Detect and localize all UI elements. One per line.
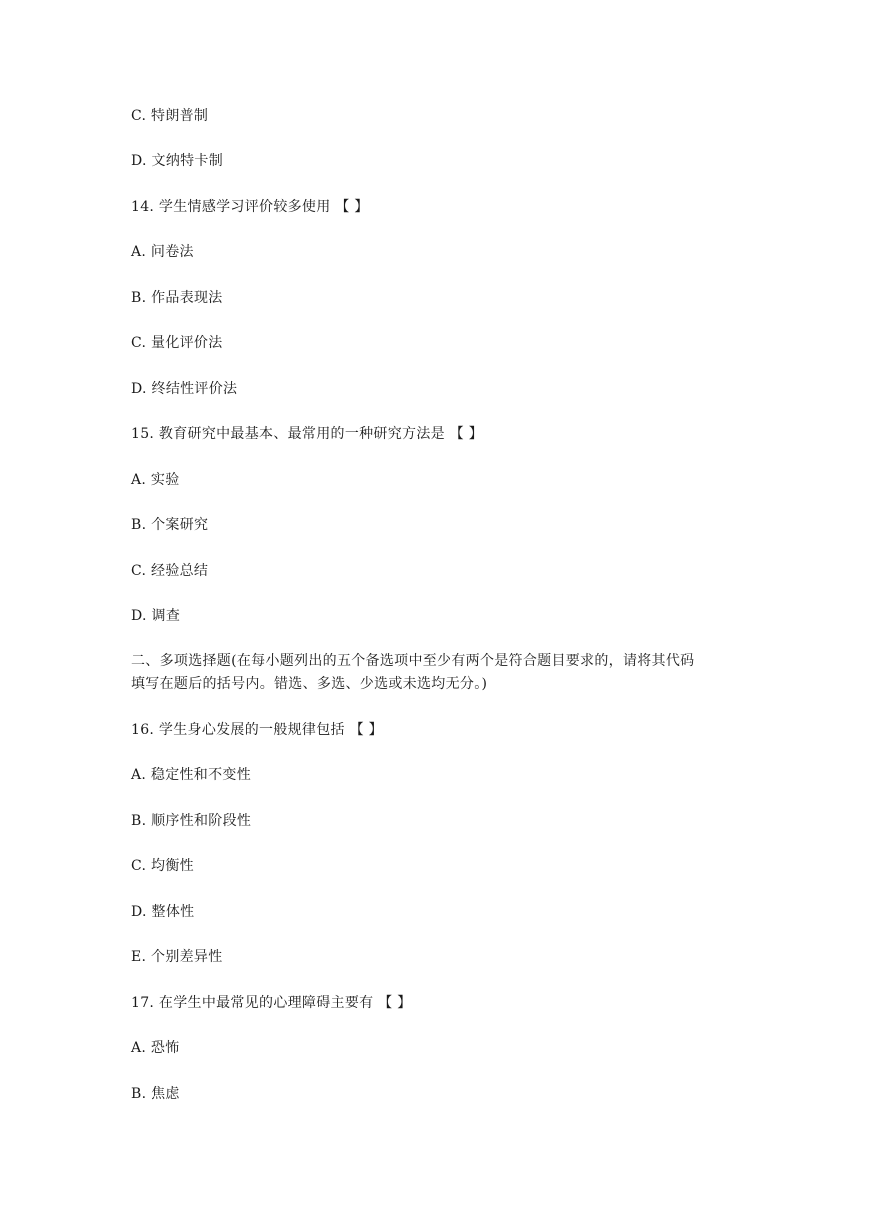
option-17b: B. 焦虑 [131,1086,180,1102]
option-14b: B. 作品表现法 [131,290,223,306]
option-16e: E. 个别差异性 [131,949,223,965]
option-15b: B. 个案研究 [131,517,209,533]
option-17a: A. 恐怖 [131,1040,180,1056]
section-heading-line2: 填写在题后的括号内。错选、多选、少选或未选均无分。) [131,676,488,692]
option-16a: A. 稳定性和不变性 [131,767,252,783]
question-16: 16. 学生身心发展的一般规律包括 【 】 [131,722,383,738]
question-17: 17. 在学生中最常见的心理障碍主要有 【 】 [131,995,412,1011]
option-13d: D. 文纳特卡制 [131,153,224,169]
section-heading-line1: 二、多项选择题(在每小题列出的五个备选项中至少有两个是符合题目要求的，请将其代码 [131,653,695,669]
option-16b: B. 顺序性和阶段性 [131,813,252,829]
question-15: 15. 教育研究中最基本、最常用的一种研究方法是 【 】 [131,426,484,442]
option-14d: D. 终结性评价法 [131,381,238,397]
section-heading [131,650,751,696]
option-13c: C. 特朗普制 [131,108,209,124]
question-14: 14. 学生情感学习评价较多使用 【 】 [131,199,369,215]
option-14a: A. 问卷法 [131,244,194,260]
option-15d: D. 调查 [131,608,181,624]
option-16c: C. 均衡性 [131,858,194,874]
option-15c: C. 经验总结 [131,563,209,579]
option-16d: D. 整体性 [131,904,195,920]
option-15a: A. 实验 [131,472,180,488]
option-14c: C. 量化评价法 [131,335,223,351]
